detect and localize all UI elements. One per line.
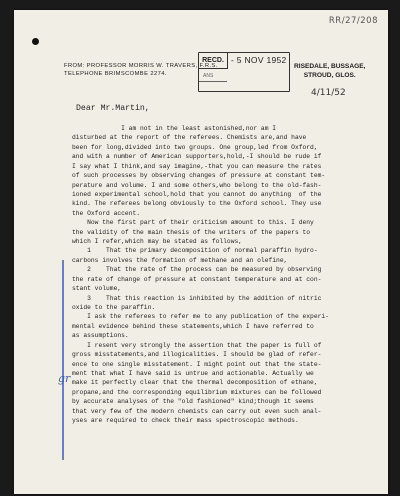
stamp-date: - 5 NOV 1952 — [231, 55, 287, 65]
address-line-2: STROUD, GLOS. — [303, 72, 356, 80]
body-line: by accurate analyses of the "old fashioned" kind;though it seems — [72, 398, 314, 406]
body-line: kind. The referees belong obviously to the Oxford school. They use — [72, 200, 322, 208]
body-line: that very few of the modern chemists can carry out even such anal- — [72, 407, 322, 415]
stamp-label: RECD. — [199, 53, 228, 69]
body-line: the rate of change of pressure at constant temperature and at con- — [72, 275, 322, 283]
body-line: carbons involves the formation of methane and an olefine, — [72, 256, 288, 264]
body-line: Now the first part of their criticism amount to this. I deny — [72, 219, 314, 227]
address-line-1: RISEDALE, BUSSAGE, — [294, 63, 366, 70]
body-line: as assumptions. — [72, 332, 129, 340]
body-line: mental evidence behind these statements,which I have referred to — [72, 322, 314, 330]
punch-hole — [32, 38, 39, 45]
stamp-ans: ANS — [203, 73, 214, 79]
letterhead-telephone: TELEPHONE BRIMSCOMBE 2274. — [64, 71, 167, 77]
body-line: ioned experimental school,hold that you cannot do anything of the — [72, 190, 322, 198]
body-line: 1 That the primary decomposition of normal paraffin hydro- — [72, 247, 318, 255]
body-line: the validity of the main thesis of the writers of the papers to — [72, 228, 311, 236]
body-line: I say what I think,and say imagine,-that you can measure the rates — [72, 162, 322, 170]
letterhead-address — [294, 62, 365, 80]
body-line: 2 That the rate of the process can be measured by observing — [72, 266, 322, 274]
body-line: ment that what I have said is untrue and actionable. Actually we — [72, 369, 314, 377]
margin-line-annotation — [62, 260, 64, 460]
body-line: and with a number of American supporters,hold,-I should be rude if — [72, 153, 322, 161]
body-line: propane,and the corresponding equilibrium mixtures can be followed — [72, 388, 322, 396]
body-line: the Oxford accent. — [72, 209, 141, 217]
margin-handwritten-mark: gr — [58, 372, 71, 385]
letter-page — [14, 10, 388, 494]
body-line: I am not in the least astonished,nor am I — [72, 125, 277, 132]
archive-reference: RR/27/208 — [328, 16, 378, 26]
body-line: been for long,divided into two groups. One group,led from Oxford, — [72, 143, 318, 151]
body-line: gross misstatements,and illogicalities. I should be glad of refer- — [72, 351, 322, 359]
body-line: of such processes by observing changes of pressure at constant tem- — [72, 172, 326, 180]
body-line: 3 That this reaction is inhibited by the addition of nitric — [72, 294, 322, 302]
body-line: I resent very strongly the assertion that the paper is full of — [72, 341, 322, 349]
letterhead-from — [64, 62, 218, 78]
letterhead-from-line: FROM: PROFESSOR MORRIS W. TRAVERS, F.R.S. — [64, 63, 218, 69]
body-line: disturbed at the report of the referees. Chemists are,and have — [72, 134, 307, 142]
body-line: stant volume, — [72, 285, 122, 293]
body-line: I ask the referees to refer me to any publication of the experi- — [72, 313, 329, 321]
letter-body — [72, 124, 378, 426]
received-stamp — [198, 52, 290, 92]
body-line: oxide to the paraffin. — [72, 304, 156, 312]
body-line: make it perfectly clear that the thermal decomposition of ethane, — [72, 379, 318, 387]
body-line: yses are required to check their mass spectroscopic methods. — [72, 417, 299, 425]
stamp-divider — [199, 81, 227, 82]
handwritten-date: 4/11/52 — [311, 88, 346, 98]
body-line: ence to one single misstatement. I might point out that the state- — [72, 360, 322, 368]
body-line: which I refer,which may be stated as follows, — [72, 238, 243, 246]
salutation: Dear Mr.Martin, — [76, 104, 150, 113]
body-line: perature and volume. I and some others,who belong to the old-fash- — [72, 181, 322, 189]
